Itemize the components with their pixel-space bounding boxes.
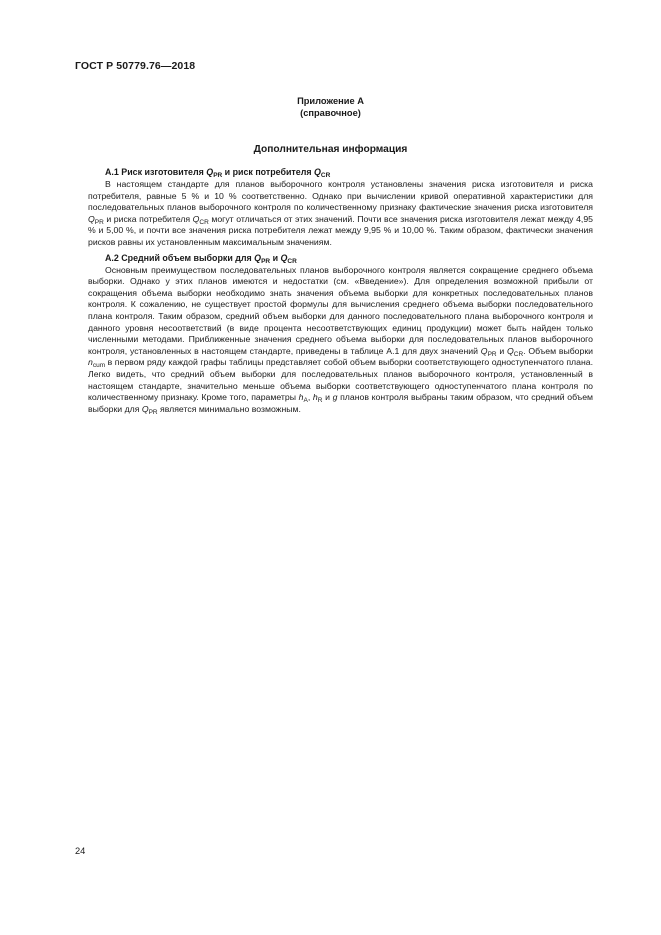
a2-q2-sub: CR — [513, 350, 524, 358]
a1-heading-text: А.1 Риск изготовителя — [105, 167, 207, 177]
a2-text-e: , — [307, 392, 313, 403]
a1-heading-q2-sub: CR — [320, 172, 331, 179]
section-a2-heading — [105, 252, 593, 265]
a2-h1: h — [298, 392, 304, 403]
section-heading: Дополнительная информация — [253, 144, 408, 155]
document-body — [88, 166, 593, 418]
a1-q2-sub: CR — [199, 218, 209, 226]
annex-subtitle: (справочное) — [300, 108, 361, 118]
a1-heading-mid: и риск потребителя — [222, 167, 314, 177]
a2-text-h: является минимально возможным. — [157, 403, 301, 414]
a2-h2-sub: R — [317, 397, 323, 405]
a2-h2: h — [312, 392, 318, 403]
a2-text-a: Основным преимуществом последовательных планов выборочного контроля является сокращение среднего объема выборки. Однако у этих планов имеются и недостатки (см. «Введение»). Для определения возможной прибыли от сокращения объема выборки необходимо знать значения объема выборки для конкретных последовательных планов контроля. К сожалению, не существует простой формулы для вычисления среднего объема выборки последовательного плана контроля. Таким образом, средний объем выборки для данного последовательного плана выборочного контроля и данного уровня несоответствий (в виде процента несоответствующих единиц продукции) может быть найден только численными методами. Приближенные значения среднего объема выборки для последовательных планов выборочного контроля, установленных в настоящем стандарте, приведены в таблице А.1 для двух значений — [88, 264, 593, 356]
a1-q2: Q — [192, 213, 200, 224]
a2-text-c: . Объем выборки — [523, 345, 594, 356]
a1-text-a: В настоящем стандарте для планов выборочного контроля установлены значения риска изготовителя и риска потребителя, равные 5 % и 10 % соответственно. Однако при вычислении кривой оперативной характеристики для последовательных планов выборочного контроля по количественному признаку фактические значения риска изготовителя — [88, 179, 593, 213]
document-code: ГОСТ Р 50779.76—2018 — [75, 60, 196, 72]
a2-q1-sub: PR — [487, 350, 497, 358]
a2-heading-q1-sub: PR — [261, 257, 271, 265]
section-a2-paragraph — [88, 265, 593, 416]
section-a1-heading — [105, 166, 593, 179]
annex-title: Приложение А — [297, 96, 364, 106]
a2-q2: Q — [507, 345, 514, 356]
a2-text-f: и — [322, 392, 333, 403]
section-a1-paragraph — [88, 179, 593, 249]
a2-heading-q1: Q — [254, 252, 262, 263]
a1-q1-sub: PR — [94, 218, 104, 226]
a1-text-b: и риска потребителя — [103, 213, 193, 224]
a1-text-c: могут отличаться от этих значений. Почти все значения риска изготовителя лежат между 4,95 % и 5,00 %, и почти все значения риска потребителя лежат между 9,95 % и 10,00 %. Таким образом, фактически значения рисков равны их установленным максимальным значениям. — [88, 213, 593, 247]
a2-heading-mid: и — [270, 252, 281, 263]
a2-text-g: планов контроля выбраны таким образом, что средний объем выборки для — [88, 392, 594, 414]
a2-q1: Q — [480, 345, 488, 356]
a2-text-d: в первом ряду каждой графы таблицы представляет собой объем выборки соответствующего одноступенчатого плана. Легко видеть, что средний объем выборки для последовательных планов выборочного контроля, установленный в настоящем стандарте, значительно меньше объема выборки соответствующего одноступенчатого плана контроля по количественному признаку. Кроме того, параметры — [88, 357, 593, 403]
a2-q3-sub: PR — [148, 408, 158, 416]
a1-heading-q2: Q — [313, 167, 321, 177]
a1-q1: Q — [88, 213, 95, 224]
a2-q3: Q — [141, 403, 149, 414]
a2-heading-q2: Q — [280, 252, 288, 263]
a2-n: n — [88, 357, 93, 368]
a2-heading-q2-sub: CR — [287, 257, 297, 265]
a2-g: g — [332, 392, 338, 403]
a2-n-sub: cum — [92, 362, 106, 370]
a2-h1-sub: A — [303, 397, 308, 405]
a2-heading-text: А.2 Средний объем выборки для — [105, 252, 255, 263]
a2-text-b: и — [496, 345, 508, 356]
a1-heading-q1-sub: PR — [213, 172, 223, 179]
a1-heading-q1: Q — [206, 167, 214, 177]
annex-title-block — [0, 95, 661, 119]
page-number: 24 — [75, 846, 86, 856]
